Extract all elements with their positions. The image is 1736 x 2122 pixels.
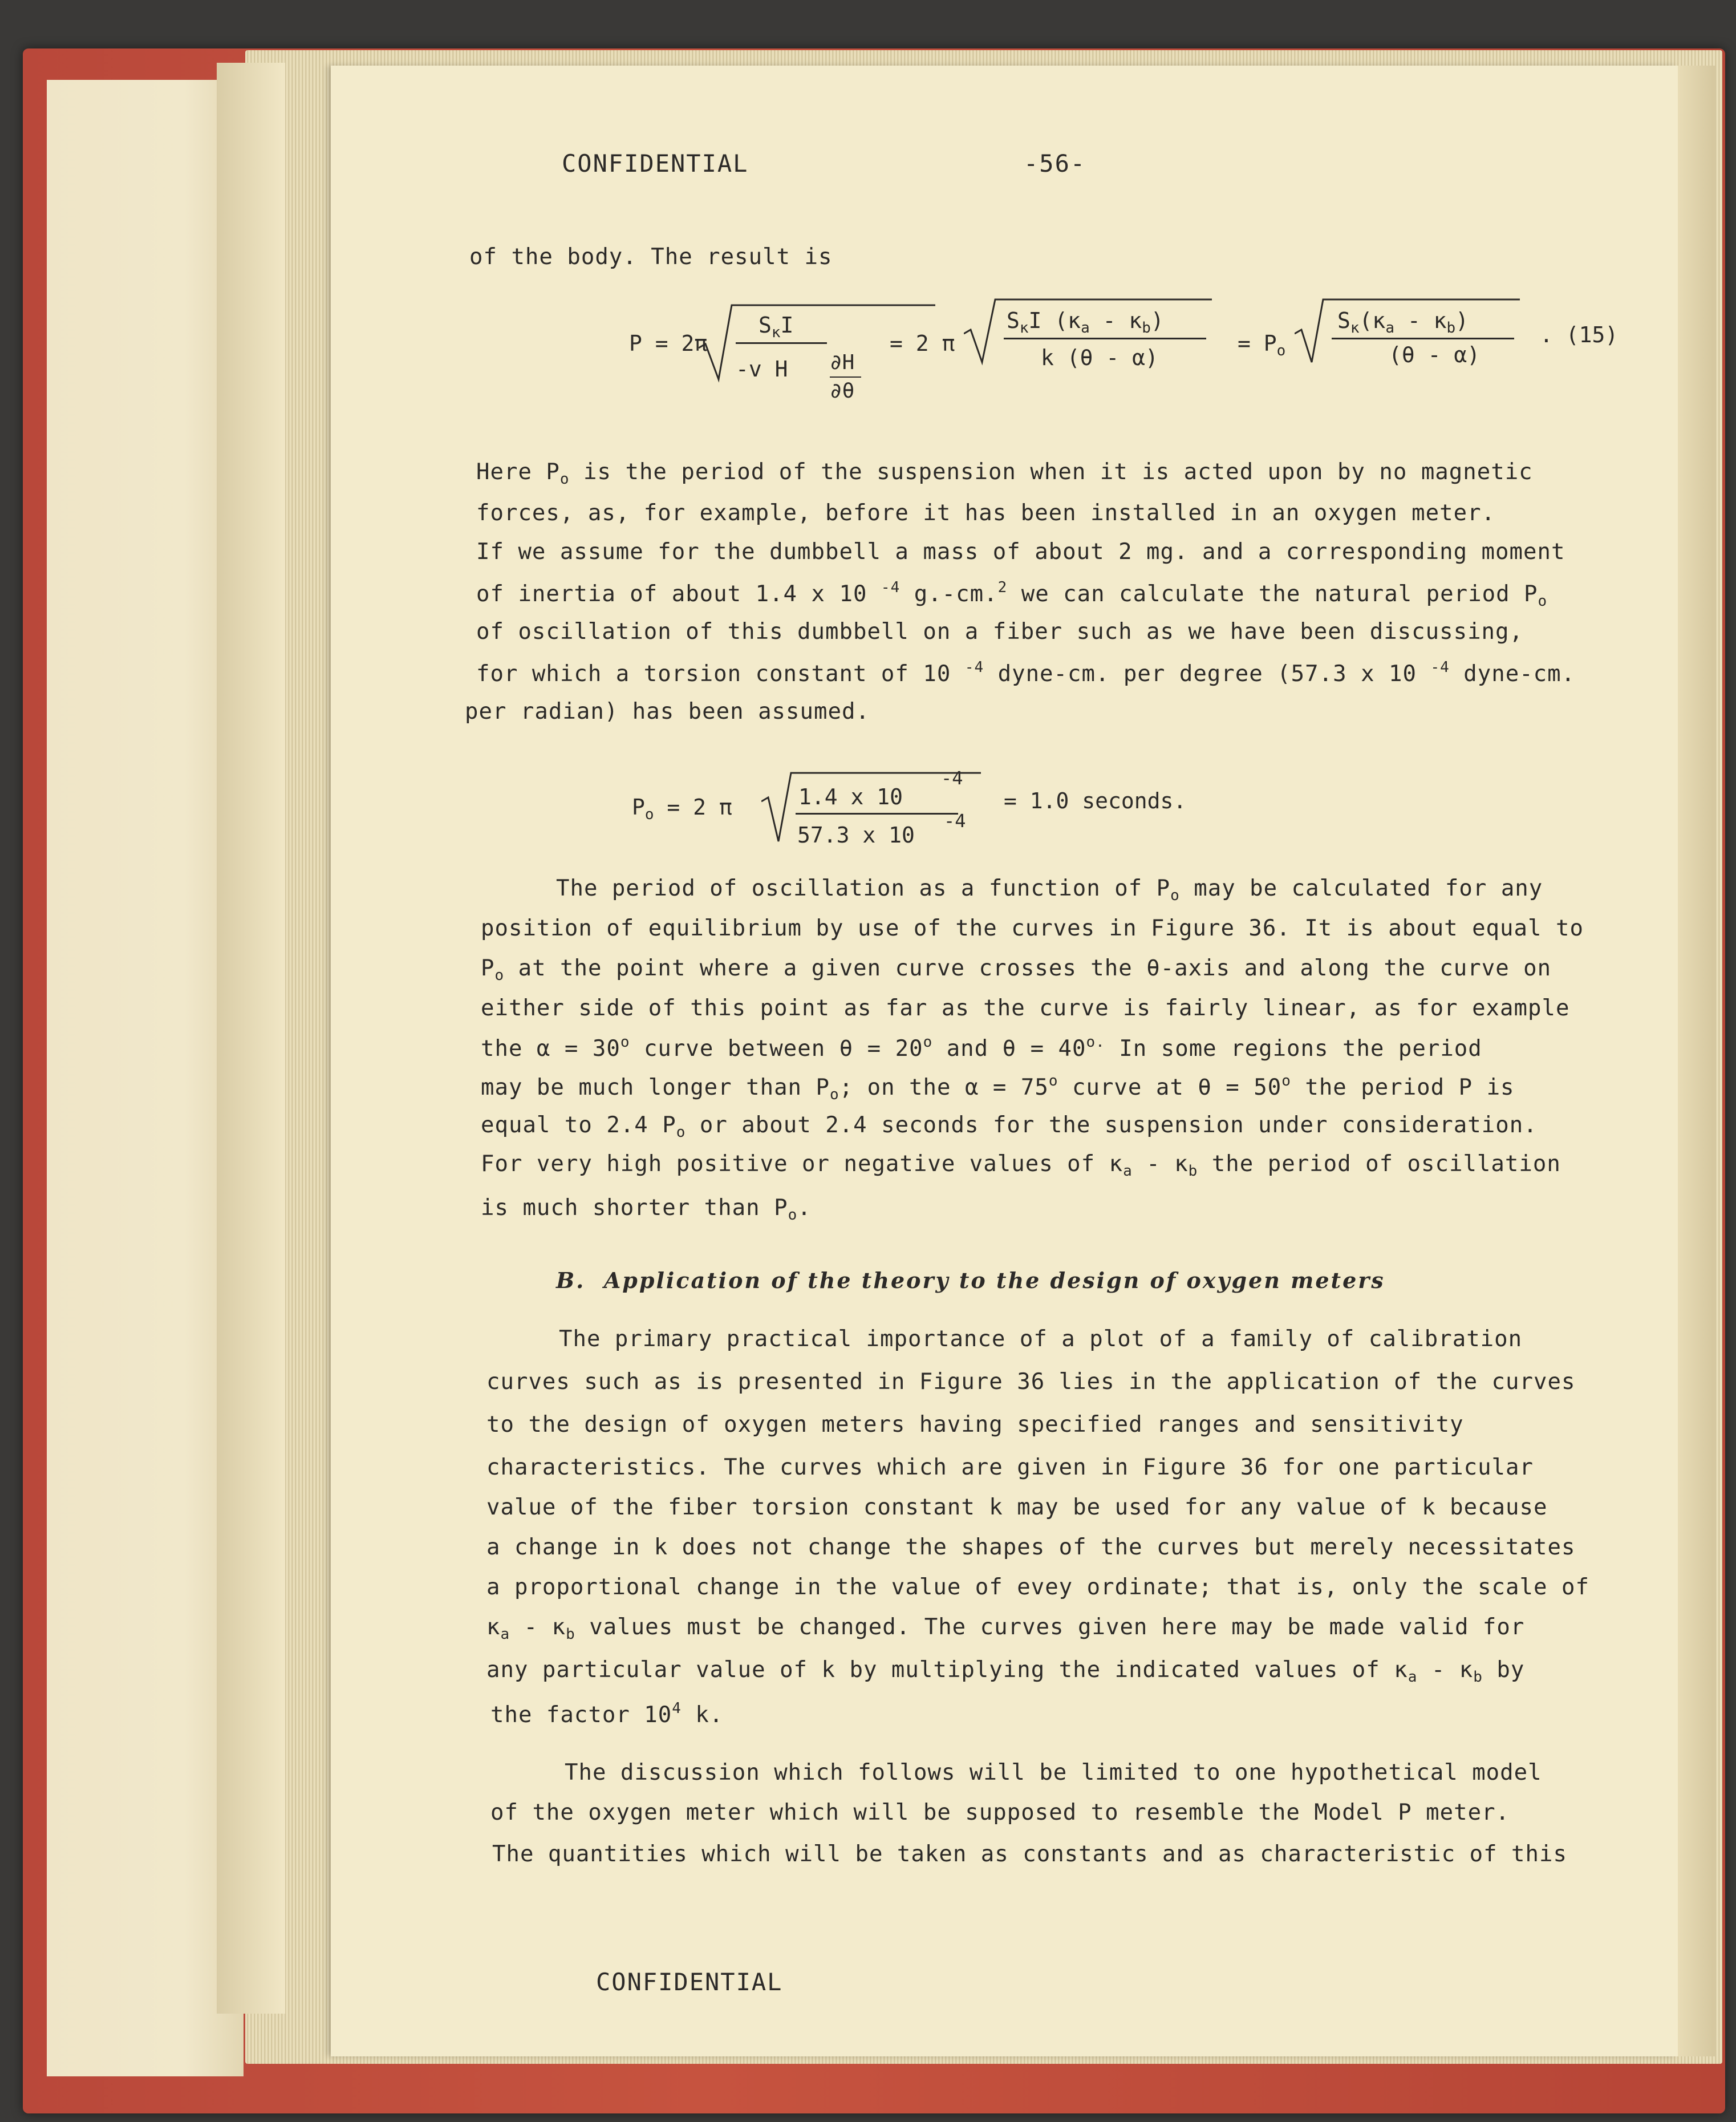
endpaper — [47, 80, 244, 2076]
text-line: The period of oscillation as a function of $P_o$ may be calculated for any — [556, 876, 1543, 904]
section-heading — [556, 1267, 1385, 1293]
text-line: of the body. The result is — [469, 244, 833, 270]
text-line: may be much longer than $P_o$; on the $\alpha = 75^o$ curve at $\theta = 50^o$ the period P is — [481, 1072, 1515, 1103]
text-line: The discussion which follows will be limited to one hypothetical model — [565, 1760, 1542, 1785]
eq15-partial-num: ∂H — [830, 351, 855, 374]
eq15-term2-denominator: k (θ - α) — [1041, 345, 1158, 370]
equation-number: . (15) — [1540, 322, 1619, 347]
eq-po-lhs: $P_o = 2$ π — [632, 795, 732, 823]
header-confidential: CONFIDENTIAL — [562, 149, 749, 177]
eq15-term3-denominator: (θ - α) — [1389, 342, 1481, 367]
text-line: $P_o$ at the point where a given curve crosses the θ-axis and along the curve on — [481, 955, 1552, 984]
text-line: For very high positive or negative values of $\kappa_a - \kappa_b$ the period of oscillation — [481, 1151, 1561, 1180]
section-title: Application of the theory to the design of oxygen meters — [603, 1267, 1385, 1293]
text-line: equal to 2.4 $P_o$ or about 2.4 seconds for the suspension under consideration. — [481, 1112, 1538, 1141]
text-line: position of equilibrium by use of the curves in Figure 36. It is about equal to — [481, 916, 1584, 941]
text-line: $\kappa_a - \kappa_b$ values must be changed. The curves given here may be made valid for — [486, 1614, 1525, 1643]
page-stack-right-edge — [1678, 66, 1715, 2056]
eq-po-den-exponent: -4 — [944, 810, 966, 832]
eq-po-denominator: 57.3 x 10 — [797, 823, 915, 848]
text-line: is much shorter than $P_o$. — [481, 1195, 812, 1224]
text-line: per radian) has been assumed. — [465, 699, 870, 724]
text-line: of inertia of about 1.4 x 10 $^{-4}$ g.-cm.$^2$ we can calculate the natural period $P_o$ — [476, 579, 1548, 610]
eq15-term2-numerator: $S_\kappa I$ $(\kappa_a - \kappa_b)$ — [1007, 308, 1164, 337]
eq15-term1-numerator: $S_\kappa I$ — [759, 313, 794, 341]
eq15-term1-denominator: -v H — [736, 357, 788, 382]
text-line: a proportional change in the value of evey ordinate; that is, only the scale of — [486, 1574, 1589, 1600]
text-line: Here $P_o$ is the period of the suspension when it is acted upon by no magnetic — [476, 459, 1533, 488]
text-line: characteristics. The curves which are given in Figure 36 for one particular — [486, 1455, 1534, 1480]
footer-confidential: CONFIDENTIAL — [596, 1968, 783, 1996]
eq15-lhs: P = 2π — [629, 331, 708, 356]
text-line: a change in k does not change the shapes of the curves but merely necessitates — [486, 1534, 1576, 1560]
eq15-eq2: = 2 π — [890, 331, 955, 356]
text-line: the factor $10^4$ k. — [490, 1700, 724, 1728]
eq15-eq3: = $P_o$ — [1238, 331, 1286, 359]
text-line: the $\alpha = 30^o$ curve between $\theta = 20^o$ and $\theta = 40^{o.}$ In some regions the period — [481, 1034, 1482, 1062]
text-line: any particular value of k by multiplying the indicated values of $\kappa_a - \kappa_b$ by — [486, 1657, 1525, 1686]
text-line: The primary practical importance of a plot of a family of calibration — [559, 1326, 1523, 1352]
text-line: If we assume for the dumbbell a mass of about 2 mg. and a corresponding moment — [476, 539, 1565, 565]
eq-po-num-exponent: -4 — [941, 767, 963, 789]
eq15-partial-den: ∂θ — [830, 379, 855, 403]
eq15-term3-numerator: $S_\kappa(\kappa_a - \kappa_b)$ — [1337, 308, 1469, 337]
eq-po-numerator: 1.4 x 10 — [798, 784, 903, 809]
page-number: -56- — [1024, 149, 1086, 177]
text-line: for which a torsion constant of 10 $^{-4}$ dyne-cm. per degree (57.3 x 10 $^{-4}$ dyne-cm. — [476, 659, 1576, 687]
text-line: value of the fiber torsion constant k may be used for any value of k because — [486, 1495, 1548, 1520]
text-line: of oscillation of this dumbbell on a fiber such as we have been discussing, — [476, 619, 1523, 645]
text-line: forces, as, for example, before it has been installed in an oxygen meter. — [476, 500, 1496, 526]
text-line: either side of this point as far as the curve is fairly linear, as for example — [481, 995, 1570, 1021]
text-line: The quantities which will be taken as constants and as characteristic of this — [492, 1841, 1567, 1867]
text-line: of the oxygen meter which will be supposed to resemble the Model P meter. — [490, 1800, 1510, 1825]
previous-page-edge — [217, 63, 285, 2014]
section-letter: B. — [556, 1267, 586, 1293]
text-line: to the design of oxygen meters having specified ranges and sensitivity — [486, 1412, 1464, 1437]
eq-po-result: = 1.0 seconds. — [1004, 788, 1187, 813]
text-line: curves such as is presented in Figure 36 lies in the application of the curves — [486, 1369, 1576, 1395]
